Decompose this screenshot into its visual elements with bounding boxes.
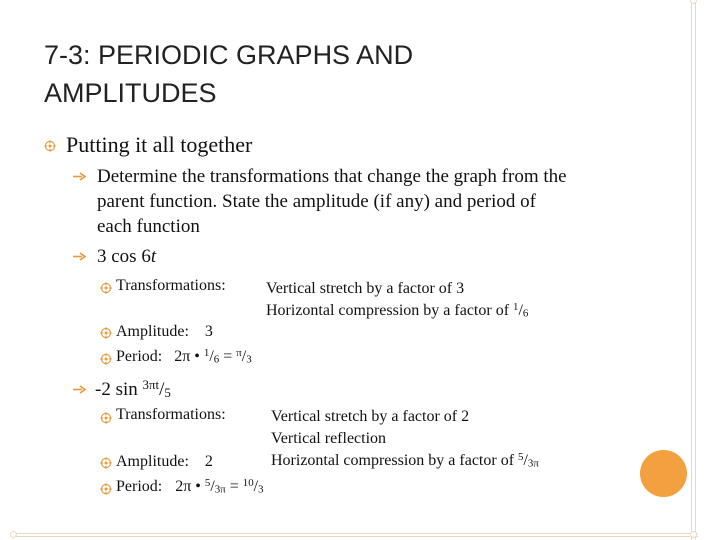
bullet-icon [100,457,112,469]
bullet-icon [100,282,112,294]
example-1-function: 3 cos 6t [97,246,157,267]
intro-line-3: each function [97,216,200,237]
ex2-transform-1: Vertical stretch by a factor of 2 [271,408,470,425]
sub-bullet-icon [72,385,88,394]
intro-line-2: parent function. State the amplitude (if any) and period of [97,191,536,212]
bullet-icon [100,353,112,365]
slide-title [44,36,644,112]
ex1-transform-1: Vertical stretch by a factor of 3 [266,280,465,297]
intro-line-1: Determine the transformations that change the graph from the [97,166,567,187]
ex2-transform-3: Horizontal compression by a factor of $^5/_{3\pi}$ [271,451,539,470]
title-line-1: 7-3: PERIODIC GRAPHS AND [44,40,414,70]
sub-bullet-icon [72,252,88,261]
bullet-icon [100,412,112,424]
ex2-period: Period: 2π • $^5/_{3\pi} = ^{10}/_3$ [116,477,264,496]
bullet-icon [44,140,56,152]
example-2-function: -2 $\sin ^{3\pi t}/_5$ [95,377,171,400]
bullet-icon [100,483,112,495]
title-line-2: AMPLITUDES [44,78,217,108]
sub-bullet-icon [72,172,88,181]
ex1-period: Period: 2π • $^1/_6 = ^\pi/_3$ [116,347,252,366]
ex2-amplitude: Amplitude: 2 [116,453,213,470]
ex2-transformations-list [271,406,539,472]
frame-vertical-line [691,0,696,540]
frame-horizontal-line [14,533,698,537]
frame-corner-dot [690,531,697,538]
decorative-orange-circle [640,450,687,497]
ex1-amplitude: Amplitude: 3 [116,323,213,340]
ex1-transformations-label: Transformations: [116,277,226,294]
heading-text: Putting it all together [66,132,253,157]
intro-paragraph [97,164,677,239]
ex2-transform-2: Vertical reflection [271,430,387,447]
ex1-transformations-list [266,278,528,322]
ex2-transformations-label: Transformations: [116,406,226,423]
ex1-amplitude-value: 3 [204,323,213,340]
bullet-icon [100,327,112,339]
ex2-amplitude-value: 2 [204,453,213,470]
ex1-transform-2: Horizontal compression by a factor of $^1/_6$ [266,301,529,320]
frame-left-dot [10,531,17,538]
